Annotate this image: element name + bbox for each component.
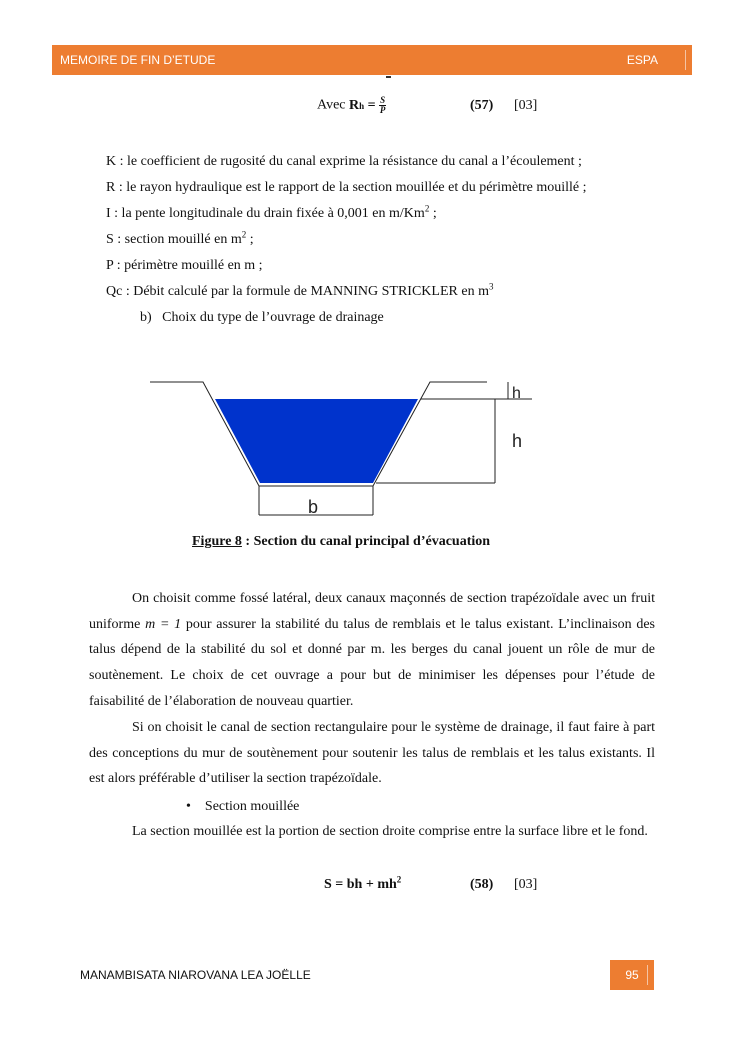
bullet-section-mouillee: • Section mouillée [186, 799, 300, 814]
eq57-denominator: P [379, 105, 386, 115]
water-section [215, 399, 418, 483]
subheading-choice: b) Choix du type de l’ouvrage de drainage [140, 310, 384, 325]
eq58-ref: [03] [514, 877, 538, 892]
eq57-subscript: h [359, 100, 365, 111]
caption-text: : Section du canal principal d’évacuation [241, 534, 491, 549]
eq58-number: (58) [470, 877, 494, 892]
definition-s: S : section mouillé en $m^2$ ; [106, 229, 254, 247]
definition-i: I : la pente longitudinale du drain fixée à 0,001 en m/Km$^2$ ; [106, 203, 437, 221]
footer-author: MANAMBISATA NIAROVANA LEA JOËLLE [80, 968, 311, 982]
bullet-icon: • [186, 799, 191, 814]
definition-r: R : le rayon hydraulique est le rapport de la section mouillée et du périmètre mouillé ; [106, 180, 587, 195]
definition-k: K : le coefficient de rugosité du canal exprime la résistance du canal a l’écoulement ; [106, 154, 582, 169]
eq57-numerator: S [380, 95, 386, 105]
footer-divider [647, 965, 648, 985]
page-number-box [610, 960, 654, 990]
definition-p: P : périmètre mouillé en m ; [106, 258, 263, 273]
equation-58: S = bh + $mh^2$ [324, 874, 402, 892]
paragraph-1: On choisit comme fossé latéral, deux canaux maçonnés de section trapézoïdale avec un fruit uniforme m = 1 pour assurer la stabilité du talus de remblais et le talus existant. L’inclinaison des talus dépend de la stabilité du sol et donné par m. les berges du canal jouent un rôle de mur de soutènement. Le choix de cet ouvrage a pour but de minimiser les dépenses pour l’étude de faisabilité de l’élaboration de nouveau quartier. [89, 591, 655, 709]
eq57-prefix: Avec [317, 97, 349, 113]
header-school: ESPA [626, 53, 658, 67]
figure-caption [192, 534, 490, 550]
label-height-h: h [512, 431, 523, 451]
paragraph-3: La section mouillée est la portion de section droite comprise entre la surface libre et le fond. [132, 824, 648, 839]
label-top-h: h [512, 385, 521, 402]
figure-ref: Figure 8 [192, 534, 242, 549]
definition-qc: Qc : Débit calculé par la formule de MANNING STRICKLER en $m^3$ [106, 281, 494, 299]
page-number: 95 [625, 968, 639, 982]
fruit-expression: m = 1 [145, 616, 182, 632]
header-title: MEMOIRE DE FIN D’ETUDE [60, 53, 216, 67]
eq57-ref: [03] [514, 98, 538, 113]
paragraph-2: Si on choisit le canal de section rectangulaire pour le système de drainage, il faut faire à part des conceptions du mur de soutènement pour soutenir les talus de remblais et les talus existants. Il est alors préférable d’utiliser la section trapézoïdale. [89, 720, 655, 787]
eq57-symbol: R [349, 97, 360, 113]
label-base-b: b [308, 497, 319, 517]
eq57-equals: = [364, 97, 376, 113]
eq57-number: (57) [470, 98, 494, 113]
